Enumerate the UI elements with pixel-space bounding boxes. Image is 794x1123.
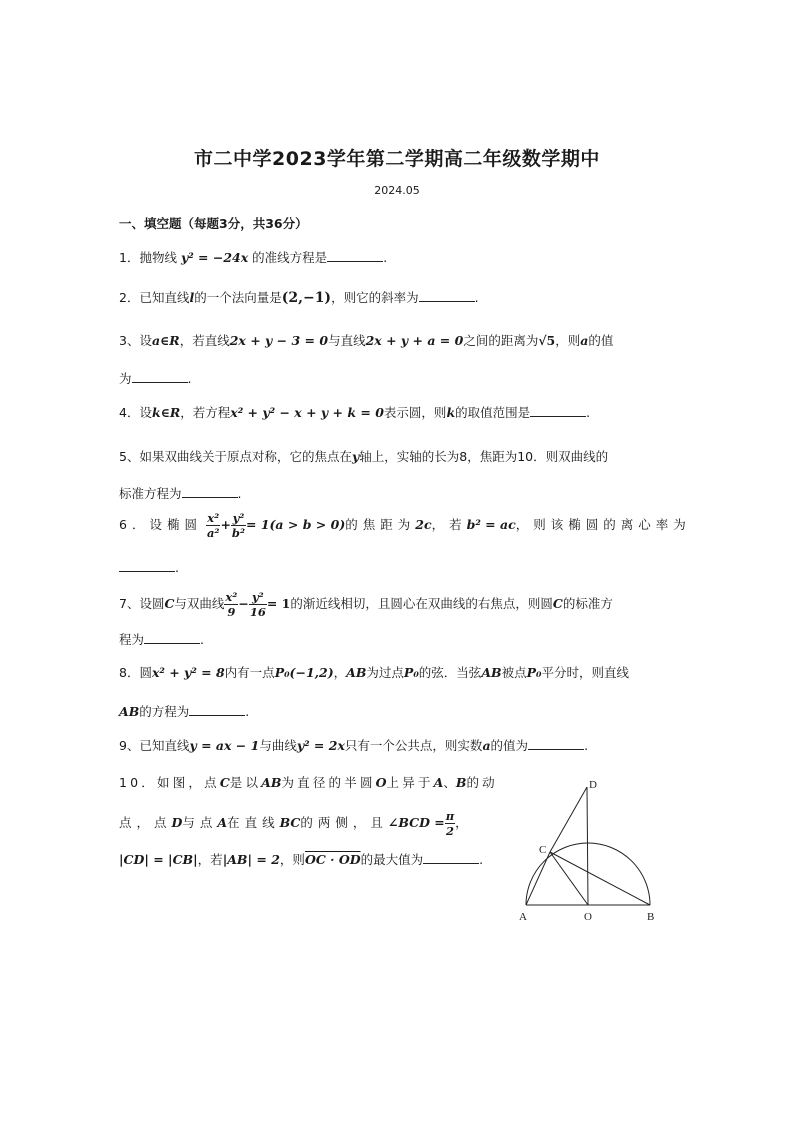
segment-cb xyxy=(550,852,650,905)
q6-text: 6．设椭圆 xyxy=(119,517,202,532)
q10-c: C xyxy=(219,775,230,790)
q10-answer-blank[interactable] xyxy=(423,851,479,864)
q10-l2-text-e: 的两侧，且 xyxy=(300,815,388,830)
q1-period: . xyxy=(383,250,388,265)
q8-text-mid3: 为过点 xyxy=(366,665,404,680)
q7-period: . xyxy=(200,632,204,647)
q10-text-a: 10．如图，点 xyxy=(119,775,220,790)
q2-text-post: ，则它的斜率为 xyxy=(331,290,419,305)
question-9 xyxy=(119,737,588,755)
q10-period: . xyxy=(479,852,484,867)
question-4 xyxy=(119,404,590,422)
q9-text: 9、已知直线 xyxy=(119,738,190,753)
question-5 xyxy=(119,448,608,466)
q10-text-g: 的动 xyxy=(466,775,498,790)
q1-answer-blank[interactable] xyxy=(327,249,383,262)
q5-var: y xyxy=(351,449,360,464)
question-6 xyxy=(119,511,691,540)
question-8 xyxy=(119,664,629,682)
q3-text: 3、设 xyxy=(119,333,152,348)
question-1 xyxy=(119,249,387,267)
question-5-line2 xyxy=(119,485,242,503)
q3-var: a xyxy=(580,333,589,348)
q4-text: 4．设 xyxy=(119,405,152,420)
q10-a: A xyxy=(433,775,444,790)
q10-l3-text-c: 的最大值为 xyxy=(360,852,424,867)
q8-text-mid2: ， xyxy=(333,665,347,680)
q10-l2-a: A xyxy=(217,815,228,830)
question-6-line2 xyxy=(119,559,179,577)
q4-text-mid1: ，若方程 xyxy=(180,405,231,420)
q7-var2: C xyxy=(552,596,563,611)
q6-fraction-x: $\frac{\text{x²}}{\text{a²}}$ xyxy=(206,511,220,540)
q9-period: . xyxy=(584,738,589,753)
q7-var: C xyxy=(164,596,175,611)
q7-text-mid2: 的渐近线相切，且圆心在双曲线的右焦点，则圆 xyxy=(290,596,553,611)
q5-period: . xyxy=(237,486,242,501)
q10-o: O xyxy=(375,775,387,790)
q9-curve-equation: y² = 2x xyxy=(296,738,345,753)
q10-l3-text-b: ，则 xyxy=(279,852,305,867)
question-7-line2 xyxy=(119,631,204,649)
q4-text-mid2: 表示圆，则 xyxy=(383,405,447,420)
q3-text-mid2: 与直线 xyxy=(328,333,366,348)
q9-line-equation: y = ax − 1 xyxy=(189,738,260,753)
q5-line2-text: 标准方程为 xyxy=(119,486,182,501)
q10-l2-d: D xyxy=(171,815,183,830)
segment-ac xyxy=(526,852,550,905)
q2-answer-blank[interactable] xyxy=(419,289,475,302)
q6-relation: b² = ac xyxy=(466,517,516,532)
q3-period: . xyxy=(187,371,192,386)
q7-text: 7、设圆 xyxy=(119,596,165,611)
q6-text-post: ，则该椭圆的离心率为 xyxy=(515,517,691,532)
q2-text-mid: 的一个法向量是 xyxy=(194,290,282,305)
q8-text: 8．圆 xyxy=(119,665,152,680)
q10-l2-bc: BC xyxy=(279,815,301,830)
section-heading: 一、填空题（每题3分，共36分） xyxy=(119,216,308,231)
question-2 xyxy=(119,289,479,307)
label-a: A xyxy=(519,911,527,923)
q4-set: k∈R xyxy=(151,405,181,420)
question-10-line2 xyxy=(119,809,468,838)
q8-line2-var: AB xyxy=(119,704,140,719)
q7-fraction-y: $\frac{\text{y²}}{16}$ xyxy=(249,590,266,619)
question-10 xyxy=(119,774,498,792)
q10-l3-ab: |AB| = 2 xyxy=(222,852,280,867)
q1-text-post: 的准线方程是 xyxy=(252,250,328,265)
q8-answer-blank[interactable] xyxy=(189,703,245,716)
label-o: O xyxy=(584,911,592,923)
q10-text-e: 上异于 xyxy=(386,775,434,790)
q8-text-post: 平分时，则直线 xyxy=(541,665,629,680)
q10-ab: AB xyxy=(261,775,282,790)
q9-var: a xyxy=(482,738,491,753)
label-b: B xyxy=(647,911,655,923)
q6-text-mid1: 的焦距为 xyxy=(345,517,416,532)
question-3 xyxy=(119,332,613,350)
q3-line2-equation: 2x + y + a = 0 xyxy=(365,333,464,348)
q1-text: 1．抛物线 xyxy=(119,250,177,265)
segment-cd xyxy=(550,787,587,852)
q4-equation: x² + y² − x + y + k = 0 xyxy=(230,405,384,420)
q10-l2-text-c: 在直线 xyxy=(227,815,280,830)
q4-period: . xyxy=(586,405,591,420)
q4-answer-blank[interactable] xyxy=(530,404,586,417)
segment-do xyxy=(587,787,588,905)
q7-line2-text: 程为 xyxy=(119,632,145,647)
q9-text-mid1: 与曲线 xyxy=(259,738,297,753)
q2-period: . xyxy=(474,290,479,305)
q9-text-mid2: 只有一个公共点，则实数 xyxy=(344,738,483,753)
q10-l3-dot-product: OC · OD xyxy=(304,852,361,867)
q8-ab: AB xyxy=(346,665,367,680)
q7-fraction-x: $\frac{\text{x²}}{9}$ xyxy=(225,590,238,619)
exam-date: 2024.05 xyxy=(374,184,420,197)
q8-period: . xyxy=(245,704,250,719)
segment-co xyxy=(550,852,588,905)
q3-line1-equation: 2x + y − 3 = 0 xyxy=(229,333,329,348)
q8-text-mid5: 被点 xyxy=(501,665,527,680)
q10-l2-comma: ， xyxy=(455,815,468,830)
q7-text-mid1: 与双曲线 xyxy=(174,596,225,611)
q10-l2-text-b: 与点 xyxy=(182,815,218,830)
q8-p0: P₀ xyxy=(403,665,419,680)
q10-text-f: 、 xyxy=(443,775,456,790)
label-c: C xyxy=(539,844,547,856)
q10-l3-cd: |CD| = |CB| xyxy=(119,852,198,867)
q8-ab2: AB xyxy=(481,665,502,680)
q10-l3-text-a: ，若 xyxy=(197,852,223,867)
q10-text-d: 为直径的半圆 xyxy=(281,775,376,790)
q1-equation: y² = −24x xyxy=(180,250,249,265)
q7-equals: = 1 xyxy=(266,596,291,611)
question-10-line3 xyxy=(119,851,483,869)
question-7 xyxy=(119,590,613,619)
q3-text-post: 的值 xyxy=(588,333,614,348)
q4-text-post: 的取值范围是 xyxy=(455,405,531,420)
q2-text: 2．已知直线 xyxy=(119,290,190,305)
semicircle-figure xyxy=(516,775,666,925)
label-d: D xyxy=(589,779,597,791)
q7-text-post: 的标准方 xyxy=(562,596,613,611)
q6-period: . xyxy=(175,560,179,575)
q6-focal: 2c xyxy=(415,517,432,532)
q10-text-b: 是以 xyxy=(229,775,262,790)
q3-line2-text: 为 xyxy=(119,371,132,386)
q8-circle-equation: x² + y² = 8 xyxy=(151,665,225,680)
q5-answer-blank[interactable] xyxy=(182,485,238,498)
q3-answer-blank[interactable] xyxy=(132,370,188,383)
q3-text-mid1: ，若直线 xyxy=(179,333,230,348)
q9-text-post: 的值为 xyxy=(490,738,529,753)
question-3-line2 xyxy=(119,370,192,388)
q9-answer-blank[interactable] xyxy=(528,737,584,750)
q10-l2-fraction: $\frac{\pi}{2}$ xyxy=(445,809,455,838)
q6-fraction-y: $\frac{\text{y²}}{\text{b²}}$ xyxy=(231,511,245,540)
q6-text-mid2: ，若 xyxy=(431,517,467,532)
q4-var: k xyxy=(446,405,456,420)
q6-answer-blank[interactable] xyxy=(119,559,175,572)
q10-l2-angle: ∠BCD = xyxy=(387,815,445,830)
q3-text-mid4: ，则 xyxy=(555,333,581,348)
q8-p0b: P₀ xyxy=(526,665,542,680)
q6-plus: + xyxy=(220,517,231,532)
q3-distance: √5 xyxy=(538,333,556,348)
q3-text-mid3: 之间的距离为 xyxy=(463,333,539,348)
q8-text-mid1: 内有一点 xyxy=(224,665,275,680)
q2-vector: (2,−1) xyxy=(281,290,332,306)
q8-point: P₀(−1,2) xyxy=(274,665,334,680)
q10-l2-text-a: 点，点 xyxy=(119,815,172,830)
q2-var: l xyxy=(189,290,195,305)
q6-condition: = 1(a > b > 0) xyxy=(246,517,346,532)
q8-line2-text: 的方程为 xyxy=(139,704,190,719)
q3-set: a∈R xyxy=(151,333,180,348)
q7-minus: − xyxy=(238,596,249,611)
q5-text1: 5、如果双曲线关于原点对称，它的焦点在 xyxy=(119,449,352,464)
q5-text2: 轴上，实轴的长为8，焦距为10．则双曲线的 xyxy=(359,449,609,464)
q10-b: B xyxy=(455,775,467,790)
question-8-line2 xyxy=(119,703,249,721)
q7-answer-blank[interactable] xyxy=(144,631,200,644)
exam-title: 市二中学2023学年第二学期高二年级数学期中 xyxy=(194,148,600,170)
q8-text-mid4: 的弦．当弦 xyxy=(418,665,482,680)
